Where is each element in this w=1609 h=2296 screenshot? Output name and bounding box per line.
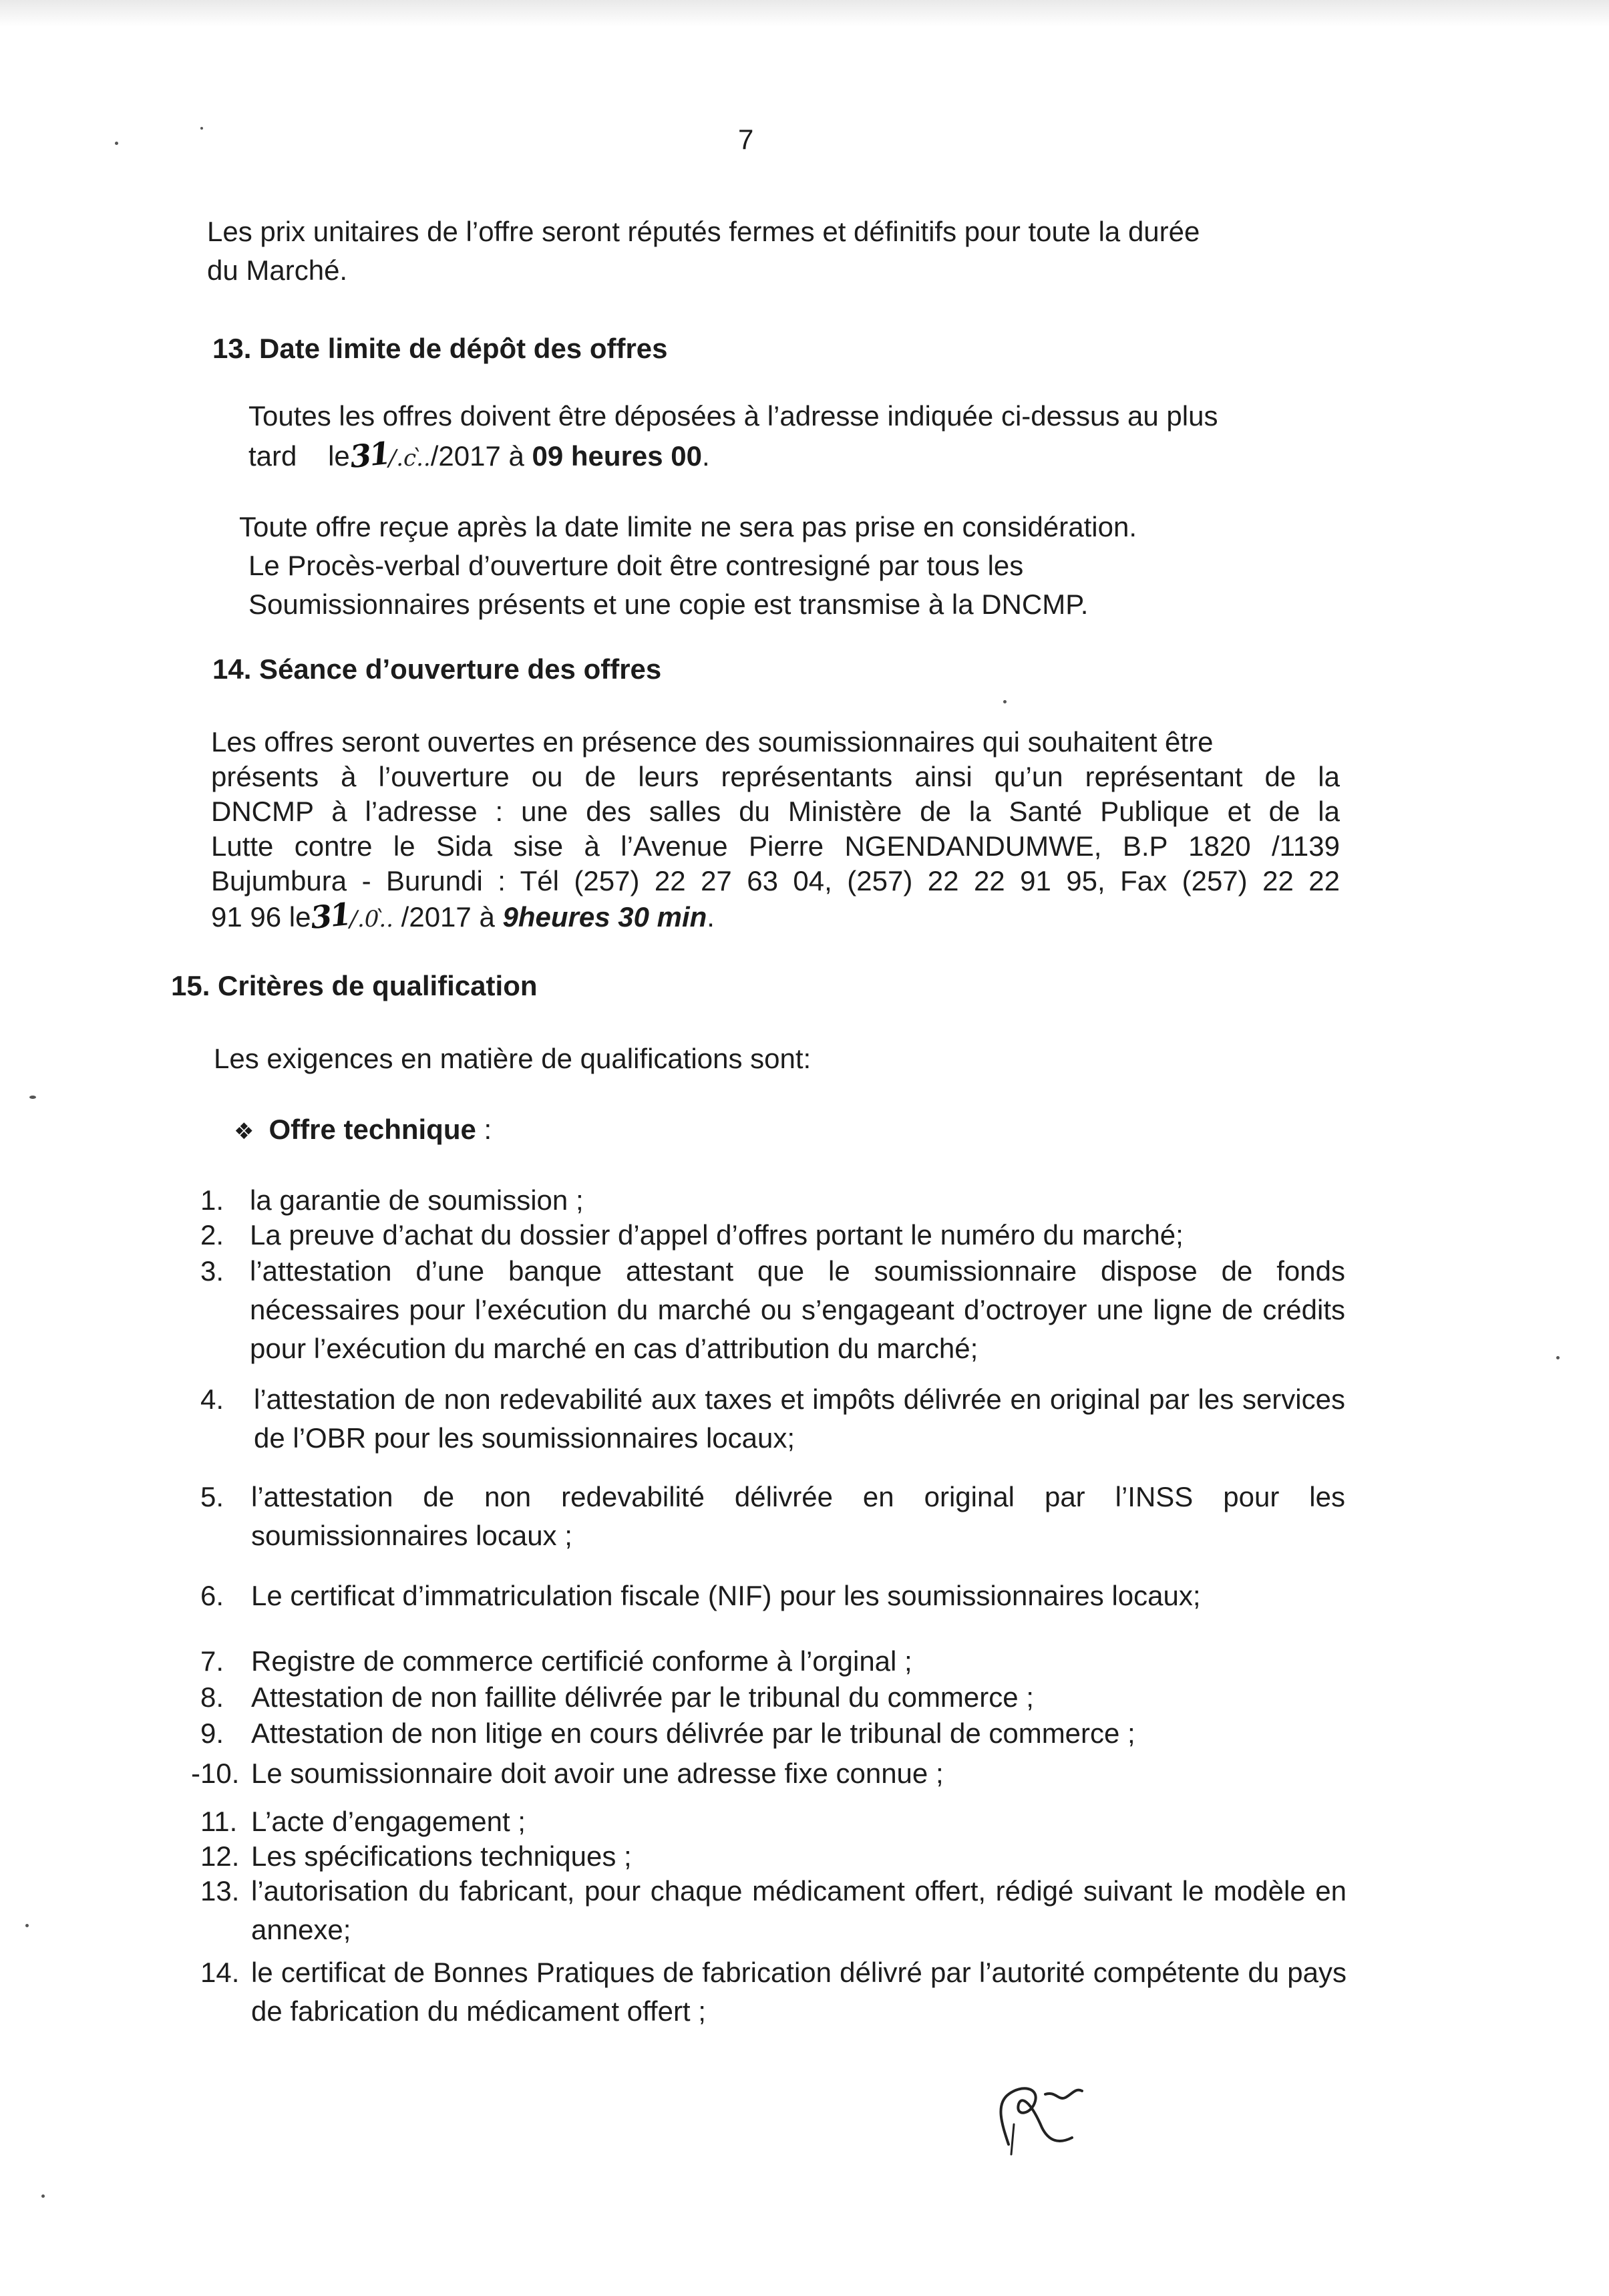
year-text: /2017 à <box>430 440 532 472</box>
list-number: -10. <box>191 1758 240 1789</box>
list-item <box>200 1216 1349 1255</box>
list-text: Registre de commerce certificié conforme à l’orginal ; <box>251 1645 912 1677</box>
section-14-line-5: Bujumbura - Burundi : Tél (257) 22 27 63 04, (257) 22 22 91 95, Fax (257) 22 22 <box>211 865 1340 896</box>
list-number: 11. <box>200 1806 238 1837</box>
diamond-bullet-icon: ❖ <box>234 1119 254 1144</box>
list-text: L’acte d’engagement ; <box>251 1806 526 1837</box>
list-item <box>200 1642 1349 1681</box>
section-13-p2-line-1: Toute offre reçue après la date limite ne sera pas prise en considération. <box>239 511 1137 542</box>
scan-speck <box>200 127 203 130</box>
period: . <box>702 440 710 472</box>
handwritten-month: /.0.̀. <box>349 906 393 933</box>
list-item <box>200 1837 1349 1876</box>
section-13-p1-line-1: Toutes les offres doivent être déposées à l’adresse indiquée ci-dessus au plus <box>248 400 1218 432</box>
list-number: 4. <box>200 1383 224 1415</box>
list-number: 13. <box>200 1875 240 1907</box>
section-13-p2-line-3: Soumissionnaires présents et une copie est transmise à la DNCMP. <box>248 589 1089 620</box>
offre-technique-subheading <box>234 1110 492 1151</box>
section-14-line-3: DNCMP à l’adresse : une des salles du Ministère de la Santé Publique et de la <box>211 796 1340 827</box>
list-number: 5. <box>200 1481 224 1512</box>
list-number: 8. <box>200 1681 224 1713</box>
handwritten-day: 31 <box>309 896 352 936</box>
deadline-time: 09 heures 00 <box>532 440 703 472</box>
handwritten-month: /.c.̀. <box>388 445 431 472</box>
section-15-heading: 15. Critères de qualification <box>171 970 538 1001</box>
list-item <box>200 1714 1349 1753</box>
scan-speck <box>1003 700 1007 703</box>
scan-speck <box>25 1924 29 1927</box>
period: . <box>707 901 715 933</box>
page-number: 7 <box>738 124 754 155</box>
scan-speck <box>29 1096 36 1099</box>
list-text: Les spécifications techniques ; <box>251 1840 632 1872</box>
list-item <box>200 1872 1349 1949</box>
list-item <box>200 1802 1349 1841</box>
section-14-line-6 <box>211 896 715 939</box>
opening-time: 9heures 30 min <box>502 901 707 933</box>
section-13-heading: 13. Date limite de dépôt des offres <box>212 333 668 364</box>
list-text: Le certificat d’immatriculation fiscale (NIF) pour les soumissionnaires locaux; <box>251 1580 1201 1611</box>
list-item <box>200 1678 1349 1717</box>
section-14-line-2: présents à l’ouverture ou de leurs représentants ainsi qu’un représentant de la <box>211 761 1340 792</box>
phone-tail: 91 96 le <box>211 901 311 933</box>
list-number: 14. <box>200 1957 240 1988</box>
intro-line-1: Les prix unitaires de l’offre seront réputés fermes et définitifs pour toute la durée <box>207 216 1200 247</box>
offre-technique-colon: : <box>476 1114 492 1145</box>
list-number: 3. <box>200 1255 224 1287</box>
section-15-intro: Les exigences en matière de qualifications sont: <box>214 1043 812 1074</box>
list-text: l’attestation de non redevabilité délivrée en original par l’INSS pour les soumissionnaires locaux ; <box>251 1481 1345 1551</box>
le-word: le <box>328 440 350 472</box>
list-item <box>200 1380 1349 1458</box>
list-number: 12. <box>200 1840 240 1872</box>
list-text: la garantie de soumission ; <box>250 1184 584 1216</box>
list-text: le certificat de Bonnes Pratiques de fabrication délivré par l’autorité compétente du pays de fabrication du médicament offert ; <box>251 1957 1347 2027</box>
list-number: 1. <box>200 1184 224 1216</box>
list-item <box>200 1181 1349 1220</box>
list-text: l’autorisation du fabricant, pour chaque médicament offert, rédigé suivant le modèle en annexe; <box>251 1875 1347 1945</box>
section-13-p2-line-2: Le Procès-verbal d’ouverture doit être contresigné par tous les <box>248 550 1024 581</box>
section-13-p1-line-2 <box>248 436 710 478</box>
offre-technique-label: Offre technique <box>269 1114 476 1145</box>
list-number: 2. <box>200 1219 224 1251</box>
scan-speck <box>115 142 118 145</box>
list-text: Le soumissionnaire doit avoir une adresse fixe connue ; <box>251 1758 944 1789</box>
section-14-heading: 14. Séance d’ouverture des offres <box>212 653 662 685</box>
list-item <box>200 1953 1349 2031</box>
list-text: l’attestation de non redevabilité aux taxes et impôts délivrée en original par les services de l’OBR pour les soumissionnaires locaux; <box>254 1383 1345 1454</box>
list-item <box>200 1577 1349 1615</box>
tard-word: tard <box>248 440 297 472</box>
list-text: Attestation de non faillite délivrée par le tribunal du commerce ; <box>251 1681 1034 1713</box>
list-number: 9. <box>200 1717 224 1749</box>
list-number: 7. <box>200 1645 224 1677</box>
list-item <box>200 1252 1349 1368</box>
list-number: 6. <box>200 1580 224 1611</box>
scan-speck <box>1556 1356 1560 1359</box>
list-item <box>200 1478 1349 1555</box>
scan-speck <box>41 2194 45 2198</box>
section-14-line-1: Les offres seront ouvertes en présence des soumissionnaires qui souhaitent être <box>211 726 1214 758</box>
handwritten-signature <box>982 2064 1115 2158</box>
list-text: La preuve d’achat du dossier d’appel d’offres portant le numéro du marché; <box>250 1219 1184 1251</box>
list-item <box>191 1754 1349 1793</box>
list-text: l’attestation d’une banque attestant que le soumissionnaire dispose de fonds nécessaires pour l’exécution du marché ou s’engageant d’octroyer une ligne de crédits pour l’exécution du marché en cas d’attribution du marché; <box>250 1255 1345 1364</box>
scan-edge-shadow <box>0 0 1609 27</box>
intro-line-2: du Marché. <box>207 255 348 286</box>
year-text: /2017 à <box>393 901 503 933</box>
list-text: Attestation de non litige en cours délivrée par le tribunal de commerce ; <box>251 1717 1135 1749</box>
handwritten-day: 31 <box>348 435 391 475</box>
section-14-line-4: Lutte contre le Sida sise à l’Avenue Pierre NGENDANDUMWE, B.P 1820 /1139 <box>211 830 1340 862</box>
